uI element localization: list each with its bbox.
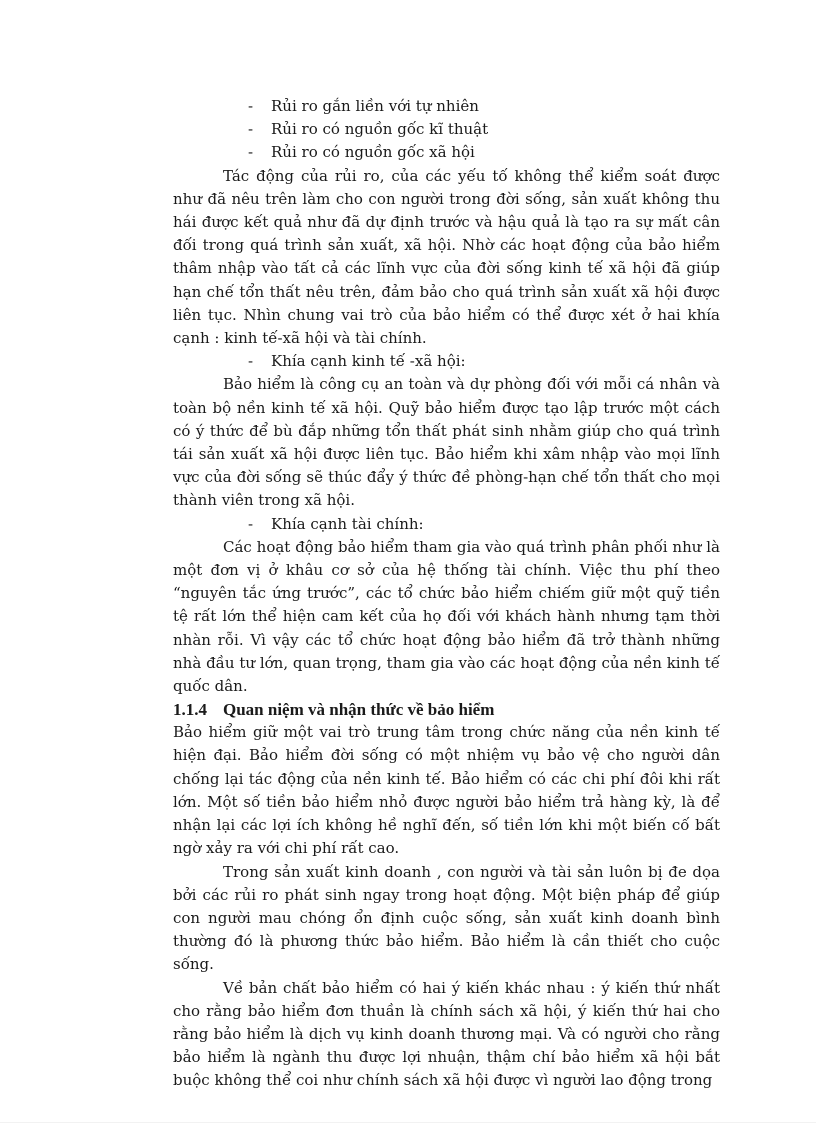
bullet-text: Rủi ro có nguồn gốc xã hội: [271, 143, 475, 162]
section-heading: [173, 699, 720, 721]
bullet-dash: -: [248, 143, 254, 162]
bullet-item: [248, 350, 720, 373]
bullet-text: Rủi ro có nguồn gốc kĩ thuật: [271, 120, 489, 139]
paragraph-business-risk: Trong sản xuất kinh doanh , con người và tài sản luôn bị đe dọa bởi các rủi ro phát sinh ngay trong hoạt động. Một biện pháp để giúp con người mau chóng ổn định cuộc sống, sản xuất kinh doanh bình thường đó là phương thức bảo hiểm. Bảo hiểm là cần thiết cho cuộc sống.: [173, 862, 720, 974]
bullet-dash: -: [248, 120, 254, 139]
paragraph-central-role: Bảo hiểm giữ một vai trò trung tâm trong chức năng của nền kinh tế hiện đại. Bảo hiểm đời sống có một nhiệm vụ bảo vệ cho người dân chống lại tác động của nền kinh tế. Bảo hiểm có các chi phí đôi khi rất lớn. Một số tiền bảo hiểm nhỏ được người bảo hiểm trả hàng kỳ, là để nhận lại các lợi ích không hề nghĩ đến, số tiền lớn khi một biến cố bất ngờ xảy ra với chi phí rất cao.: [173, 723, 720, 858]
paragraph-nature-opinions: Về bản chất bảo hiểm có hai ý kiến khác nhau : ý kiến thứ nhất cho rằng bảo hiểm đơn thuần là chính sách xã hội, ý kiến thứ hai cho rằng bảo hiểm là dịch vụ kinh doanh thương mại. Và có người cho rằng bảo hiểm là ngành thu được lợi nhuận, thậm chí bảo hiểm xã hội bắt buộc không thể coi như chính sách xã hội được vì người lao động trong: [173, 978, 720, 1090]
paragraph-financial: Các hoạt động bảo hiểm tham gia vào quá trình phân phối như là một đơn vị ở khâu cơ sở của hệ thống tài chính. Việc thu phí theo “nguyên tắc ứng trước”, các tổ chức bảo hiểm chiếm giữ một quỹ tiền tệ rất lớn thể hiện cam kết của họ đối với khách hành nhưng tạm thời nhàn rỗi. Vì vậy các tổ chức hoạt động bảo hiểm đã trở thành những nhà đầu tư lớn, quan trọng, tham gia vào các hoạt động của nền kinh tế quốc dân.: [173, 537, 720, 696]
bullet-text: Khía cạnh tài chính:: [271, 514, 424, 533]
bullet-item: [248, 95, 720, 118]
bullet-dash: -: [248, 97, 254, 115]
paragraph-risk-impact: Tác động của rủi ro, của các yếu tố không thể kiểm soát được như đã nêu trên làm cho con người trong đời sống, sản xuất không thu hái được kết quả như đã dự định trước và hậu quả là tạo ra sự mất cân đối trong quá trình sản xuất, xã hội. Nhờ các hoạt động của bảo hiểm thâm nhập vào tất cả các lĩnh vực của đời sống kinh tế xã hội đã giúp hạn chế tổn thất nêu trên, đảm bảo cho quá trình sản xuất xã hội được liên tục. Nhìn chung vai trò của bảo hiểm có thể được xét ở hai khía cạnh : kinh tế-xã hội và tài chính.: [173, 166, 720, 348]
bullet-text: Khía cạnh kinh tế -xã hội:: [271, 352, 466, 371]
bullet-dash: -: [248, 352, 254, 371]
document-page: [173, 95, 720, 1093]
bullet-dash: -: [248, 514, 254, 533]
section-number: 1.1.4: [173, 700, 207, 720]
bullet-text: Rủi ro gắn liền với tự nhiên: [271, 97, 479, 115]
bullet-item: [248, 513, 720, 536]
paragraph-socio-economic: Bảo hiểm là công cụ an toàn và dự phòng đối với mỗi cá nhân và toàn bộ nền kinh tế xã hội. Quỹ bảo hiểm được tạo lập trước một cách có ý thức để bù đắp những tổn thất phát sinh nhằm giúp cho quá trình tái sản xuất xã hội được liên tục. Bảo hiểm khi xâm nhập vào mọi lĩnh vực của đời sống sẽ thúc đẩy ý thức đề phòng-hạn chế tổn thất cho mọi thành viên trong xã hội.: [173, 375, 720, 510]
bullet-item: [248, 141, 720, 164]
section-title: Quan niệm và nhận thức về bảo hiểm: [223, 700, 495, 720]
bullet-item: [248, 118, 720, 141]
